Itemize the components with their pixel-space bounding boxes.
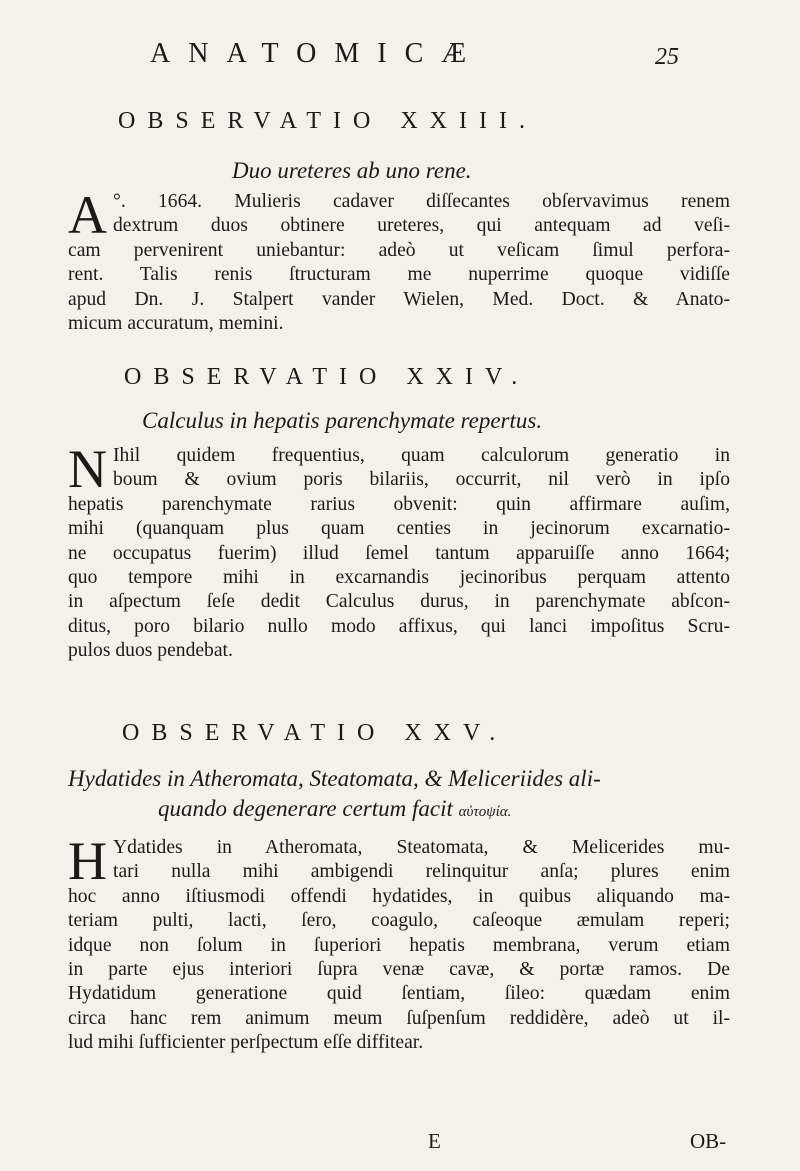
- observation-23-body: [68, 185, 730, 336]
- text-line: boum & ovium poris bilariis, occurrit, nil verò in ipſo: [113, 469, 730, 491]
- catchword: OB-: [690, 1129, 727, 1153]
- text-line: ne occupatus fuerim) illud ſemel tantum apparuiſſe anno 1664;: [68, 542, 730, 564]
- observation-25-title: OBSERVATIO XXV.: [122, 720, 508, 746]
- page-number: 25: [655, 44, 679, 70]
- text-line: tari nulla mihi ambigendi relinquitur anſa; plures enim: [113, 861, 730, 883]
- text-line: in aſpectum ſeſe dedit Calculus durus, in parenchymate abſcon-: [68, 591, 730, 613]
- text-line: cam pervenirent uniebantur: adeò ut veſicam ſimul perfora-: [68, 239, 730, 261]
- text-line: Hydatidum generatione quid ſentiam, ſileo: quædam enim: [68, 983, 730, 1005]
- text-line: circa hanc rem animum meum ſuſpenſum reddidère, adeò ut il-: [68, 1007, 730, 1029]
- text-line: teriam pulti, lacti, ſero, coagulo, caſeoque æmulam reperi;: [68, 910, 730, 932]
- text-line: mihi (quanquam plus quam centies in jecinorum excarnatio-: [68, 518, 730, 540]
- text-line: ditus, poro bilario nullo modo affixus, qui lanci impoſitus Scru-: [68, 615, 730, 637]
- text-line: Ihil quidem frequentius, quam calculorum generatio in: [113, 445, 730, 466]
- text-line: apud Dn. J. Stalpert vander Wielen, Med. Doct. & Anato-: [68, 288, 730, 310]
- observation-23-subtitle: Duo ureteres ab uno rene.: [232, 158, 472, 183]
- text-line: quo tempore mihi in excarnandis jecinoribus perquam attento: [68, 567, 730, 589]
- text-line: rent. Talis renis ſtructuram me nuperrime quoque vidiſſe: [68, 264, 730, 286]
- text-line: lud mihi ſufficienter perſpectum eſſe diffitear.: [68, 1032, 424, 1054]
- observation-24-subtitle: Calculus in hepatis parenchymate repertus.: [142, 408, 543, 433]
- observation-23-title: OBSERVATIO XXIII.: [118, 108, 537, 134]
- observation-25-subtitle-line-1: Hydatides in Atheromata, Steatomata, & Meliceriides ali-: [68, 766, 601, 791]
- text-line: Ydatides in Atheromata, Steatomata, & Melicerides mu-: [113, 837, 730, 858]
- subtitle-greek: αὐτοψία.: [458, 804, 512, 820]
- observation-24-body: [68, 439, 730, 664]
- observation-24-title: OBSERVATIO XXIV.: [124, 364, 530, 390]
- text-line: in parte ejus interiori ſupra venæ cavæ, & portæ ramos. De: [68, 959, 730, 981]
- text-line: hoc anno iſtiusmodi offendi hydatides, in quibus aliquando ma-: [68, 885, 730, 907]
- text-line: dextrum duos obtinere ureteres, qui antequam ad veſi-: [113, 215, 730, 237]
- running-header: ANATOMICÆ: [150, 38, 485, 69]
- dropcap: H: [68, 831, 107, 891]
- observation-25-body: [68, 831, 730, 1056]
- signature-mark: E: [428, 1129, 441, 1153]
- subtitle-text: quando degenerare certum facit: [158, 796, 453, 821]
- text-line: idque non ſolum in ſuperiori hepatis membrana, verum etiam: [68, 934, 730, 956]
- text-line: micum accuratum, memini.: [68, 313, 284, 335]
- text-line: pulos duos pendebat.: [68, 640, 233, 662]
- dropcap: A: [68, 185, 107, 245]
- text-line: hepatis parenchymate rarius obvenit: quin affirmare auſim,: [68, 493, 730, 515]
- text-line: °. 1664. Mulieris cadaver diſſecantes obſervavimus renem: [113, 191, 730, 212]
- observation-25-subtitle-line-2: [158, 796, 511, 822]
- dropcap: N: [68, 439, 107, 499]
